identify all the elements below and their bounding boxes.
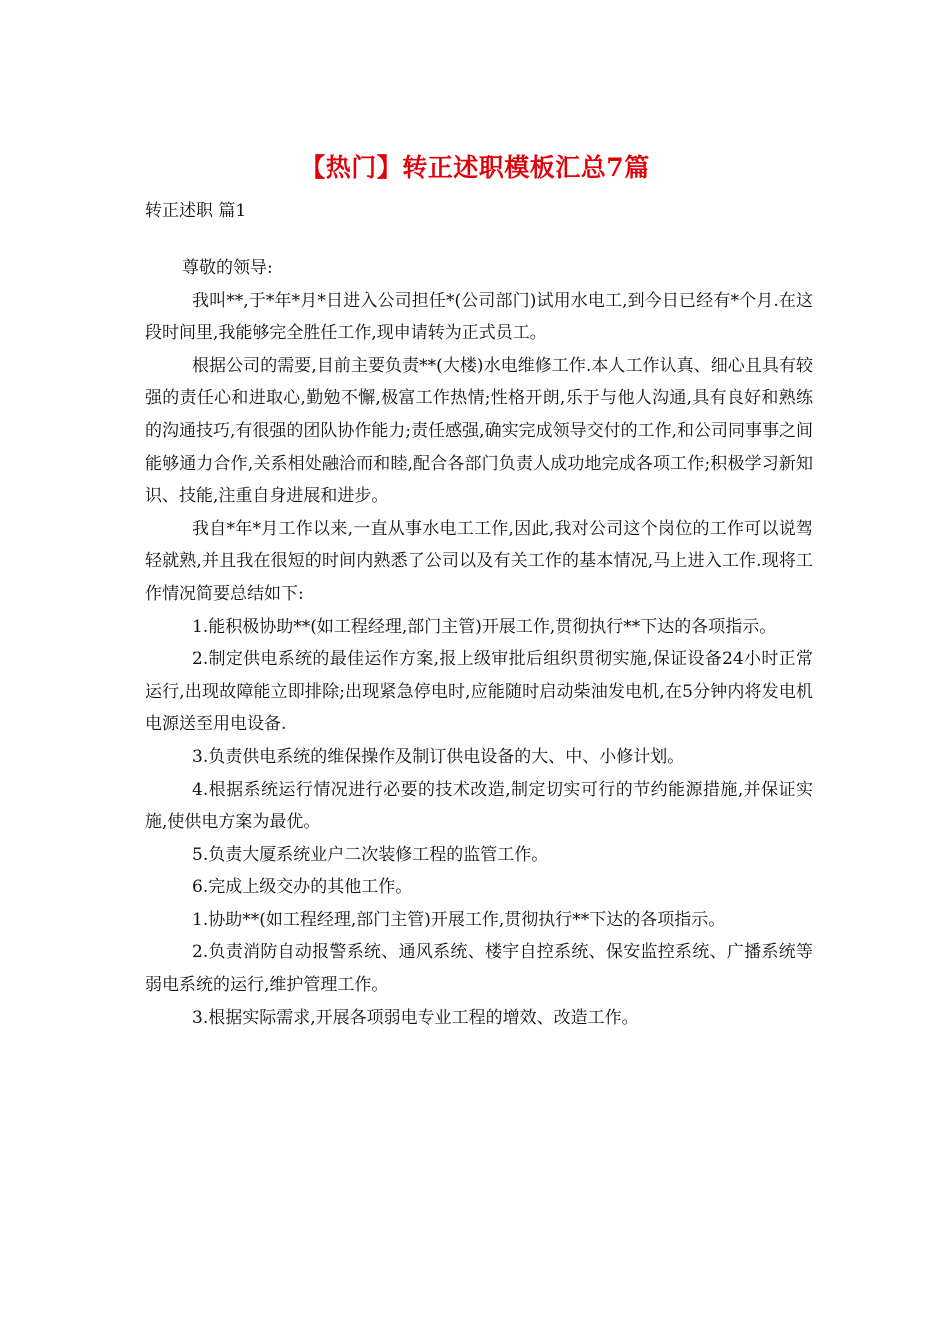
responsibility-paragraph: 根据公司的需要,目前主要负责**(大楼)水电维修工作.本人工作认真、细心且具有较强的责任心和进取心,勤勉不懈,极富工作热情;性格开朗,乐于与他人沟通,具有良好和熟练的沟通技巧,有很强的团队协作能力;责任感强,确实完成领导交付的工作,和公司同事事之间能够通力合作,关系相处融洽而和睦,配合各部门负责人成功地完成各项工作;积极学习新知识、技能,注重自身进展和进步。 — [145, 355, 813, 507]
list-item: 1.协助**(如工程经理,部门主管)开展工作,贯彻执行**下达的各项指示。 — [192, 909, 726, 930]
document-title: 【热门】转正述职模板汇总7篇 — [300, 153, 650, 182]
section-heading: 转正述职 篇1 — [145, 201, 247, 221]
list-item: 2.制定供电系统的最佳运作方案,报上级审批后组织贯彻实施,保证设备24小时正常运行,出现故障能立即排除;出现紧急停电时,应能随时启动柴油发电机,在5分钟内将发电机电源送至用电设备. — [145, 649, 813, 735]
intro-paragraph: 我叫**,于*年*月*日进入公司担任*(公司部门)试用水电工,到今日已经有*个月.在这段时间里,我能够完全胜任工作,现申请转为正式员工。 — [145, 290, 813, 344]
work-summary-paragraph: 我自*年*月工作以来,一直从事水电工工作,因此,我对公司这个岗位的工作可以说驾轻就熟,并且我在很短的时间内熟悉了公司以及有关工作的基本情况,马上进入工作.现将工作情况简要总结如下: — [145, 518, 813, 604]
list-item: 5.负责大厦系统业户二次装修工程的监管工作。 — [192, 844, 549, 865]
greeting-paragraph: 尊敬的领导: — [182, 258, 273, 278]
list-item: 6.完成上级交办的其他工作。 — [192, 877, 413, 898]
list-item: 2.负责消防自动报警系统、通风系统、楼宇自控系统、保安监控系统、广播系统等弱电系统的运行,维护管理工作。 — [145, 942, 813, 996]
document-body — [145, 252, 813, 1034]
list-item: 3.根据实际需求,开展各项弱电专业工程的增效、改造工作。 — [192, 1007, 639, 1028]
list-item: 3.负责供电系统的维保操作及制订供电设备的大、中、小修计划。 — [192, 746, 685, 767]
list-item: 4.根据系统运行情况进行必要的技术改造,制定切实可行的节约能源措施,并保证实施,使供电方案为最优。 — [145, 779, 813, 833]
list-item: 1.能积极协助**(如工程经理,部门主管)开展工作,贯彻执行**下达的各项指示。 — [192, 616, 777, 637]
